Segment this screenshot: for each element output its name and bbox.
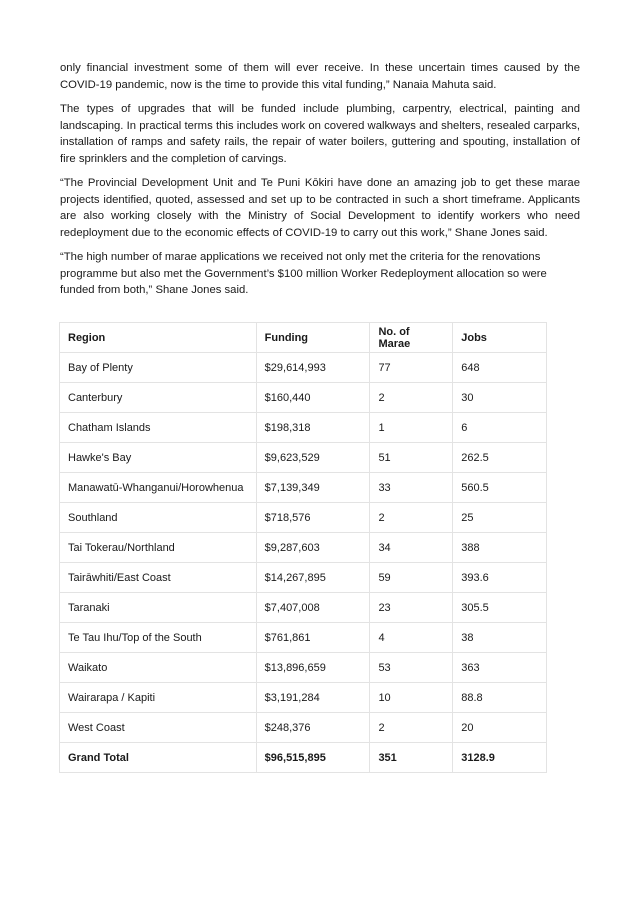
cell-jobs: 388 xyxy=(453,533,547,563)
cell-region: Bay of Plenty xyxy=(60,353,257,383)
total-label: Grand Total xyxy=(60,743,257,773)
paragraph-1: only financial investment some of them will ever receive. In these uncertain times caused by the COVID-19 pandemic, now is the time to provide this vital funding,” Nanaia Mahuta said. xyxy=(60,62,580,91)
cell-jobs: 363 xyxy=(453,653,547,683)
total-jobs: 3128.9 xyxy=(453,743,547,773)
paragraph-2: The types of upgrades that will be funded include plumbing, carpentry, electrical, painting and landscaping. In practical terms this includes work on covered walkways and shelters, resealed carparks, installation of ramps and safety rails, the repair of water boilers, guttering and spouting, installation of fire sprinklers and the completion of carvings. xyxy=(60,103,580,165)
total-funding: $96,515,895 xyxy=(256,743,370,773)
cell-funding: $29,614,993 xyxy=(256,353,370,383)
cell-marae: 4 xyxy=(370,623,453,653)
cell-funding: $761,861 xyxy=(256,623,370,653)
total-marae: 351 xyxy=(370,743,453,773)
table-row xyxy=(60,413,547,443)
cell-funding: $248,376 xyxy=(256,713,370,743)
cell-jobs: 393.6 xyxy=(453,563,547,593)
cell-region: Hawke's Bay xyxy=(60,443,257,473)
cell-funding: $160,440 xyxy=(256,383,370,413)
cell-jobs: 560.5 xyxy=(453,473,547,503)
table-row xyxy=(60,473,547,503)
table-row xyxy=(60,503,547,533)
cell-region: Wairarapa / Kapiti xyxy=(60,683,257,713)
header-marae: No. of Marae xyxy=(370,323,453,353)
table-row xyxy=(60,353,547,383)
cell-funding: $718,576 xyxy=(256,503,370,533)
table-header-row xyxy=(60,323,547,353)
cell-funding: $9,287,603 xyxy=(256,533,370,563)
body-text xyxy=(60,60,580,307)
cell-region: Canterbury xyxy=(60,383,257,413)
cell-marae: 33 xyxy=(370,473,453,503)
cell-region: Tai Tokerau/Northland xyxy=(60,533,257,563)
table-row xyxy=(60,383,547,413)
cell-jobs: 305.5 xyxy=(453,593,547,623)
header-jobs: Jobs xyxy=(453,323,547,353)
header-funding: Funding xyxy=(256,323,370,353)
cell-marae: 2 xyxy=(370,383,453,413)
cell-marae: 10 xyxy=(370,683,453,713)
cell-marae: 51 xyxy=(370,443,453,473)
cell-marae: 2 xyxy=(370,713,453,743)
paragraph-4: “The high number of marae applications we received not only met the criteria for the renovations programme but also met the Government’s $100 million Worker Redeployment allocation so were funded from both,” Shane Jones said. xyxy=(60,251,547,296)
table-row xyxy=(60,653,547,683)
cell-region: Southland xyxy=(60,503,257,533)
table-row xyxy=(60,623,547,653)
table-row xyxy=(60,683,547,713)
cell-region: Waikato xyxy=(60,653,257,683)
cell-marae: 53 xyxy=(370,653,453,683)
cell-jobs: 262.5 xyxy=(453,443,547,473)
table-row xyxy=(60,563,547,593)
table-row xyxy=(60,533,547,563)
cell-jobs: 38 xyxy=(453,623,547,653)
grand-total-row xyxy=(60,743,547,773)
cell-funding: $3,191,284 xyxy=(256,683,370,713)
cell-funding: $7,139,349 xyxy=(256,473,370,503)
cell-region: Chatham Islands xyxy=(60,413,257,443)
cell-marae: 59 xyxy=(370,563,453,593)
cell-region: Manawatū-Whanganui/Horowhenua xyxy=(60,473,257,503)
cell-region: Taranaki xyxy=(60,593,257,623)
cell-marae: 34 xyxy=(370,533,453,563)
cell-region: West Coast xyxy=(60,713,257,743)
cell-jobs: 30 xyxy=(453,383,547,413)
cell-marae: 23 xyxy=(370,593,453,623)
cell-region: Te Tau Ihu/Top of the South xyxy=(60,623,257,653)
funding-table xyxy=(59,322,547,773)
header-region: Region xyxy=(60,323,257,353)
cell-funding: $198,318 xyxy=(256,413,370,443)
cell-marae: 77 xyxy=(370,353,453,383)
table-row xyxy=(60,443,547,473)
cell-funding: $7,407,008 xyxy=(256,593,370,623)
cell-funding: $13,896,659 xyxy=(256,653,370,683)
paragraph-3: “The Provincial Development Unit and Te Puni Kōkiri have done an amazing job to get these marae projects identified, quoted, assessed and set up to be contracted in such a short timeframe. Applicants are also working closely with the Ministry of Social Development to identify workers who need redeployment due to the economic effects of COVID-19 to carry out this work,” Shane Jones said. xyxy=(60,177,580,239)
cell-region: Tairāwhiti/East Coast xyxy=(60,563,257,593)
cell-marae: 2 xyxy=(370,503,453,533)
cell-funding: $14,267,895 xyxy=(256,563,370,593)
table-row xyxy=(60,713,547,743)
cell-jobs: 648 xyxy=(453,353,547,383)
cell-jobs: 25 xyxy=(453,503,547,533)
cell-funding: $9,623,529 xyxy=(256,443,370,473)
table-row xyxy=(60,593,547,623)
cell-marae: 1 xyxy=(370,413,453,443)
cell-jobs: 6 xyxy=(453,413,547,443)
cell-jobs: 20 xyxy=(453,713,547,743)
cell-jobs: 88.8 xyxy=(453,683,547,713)
